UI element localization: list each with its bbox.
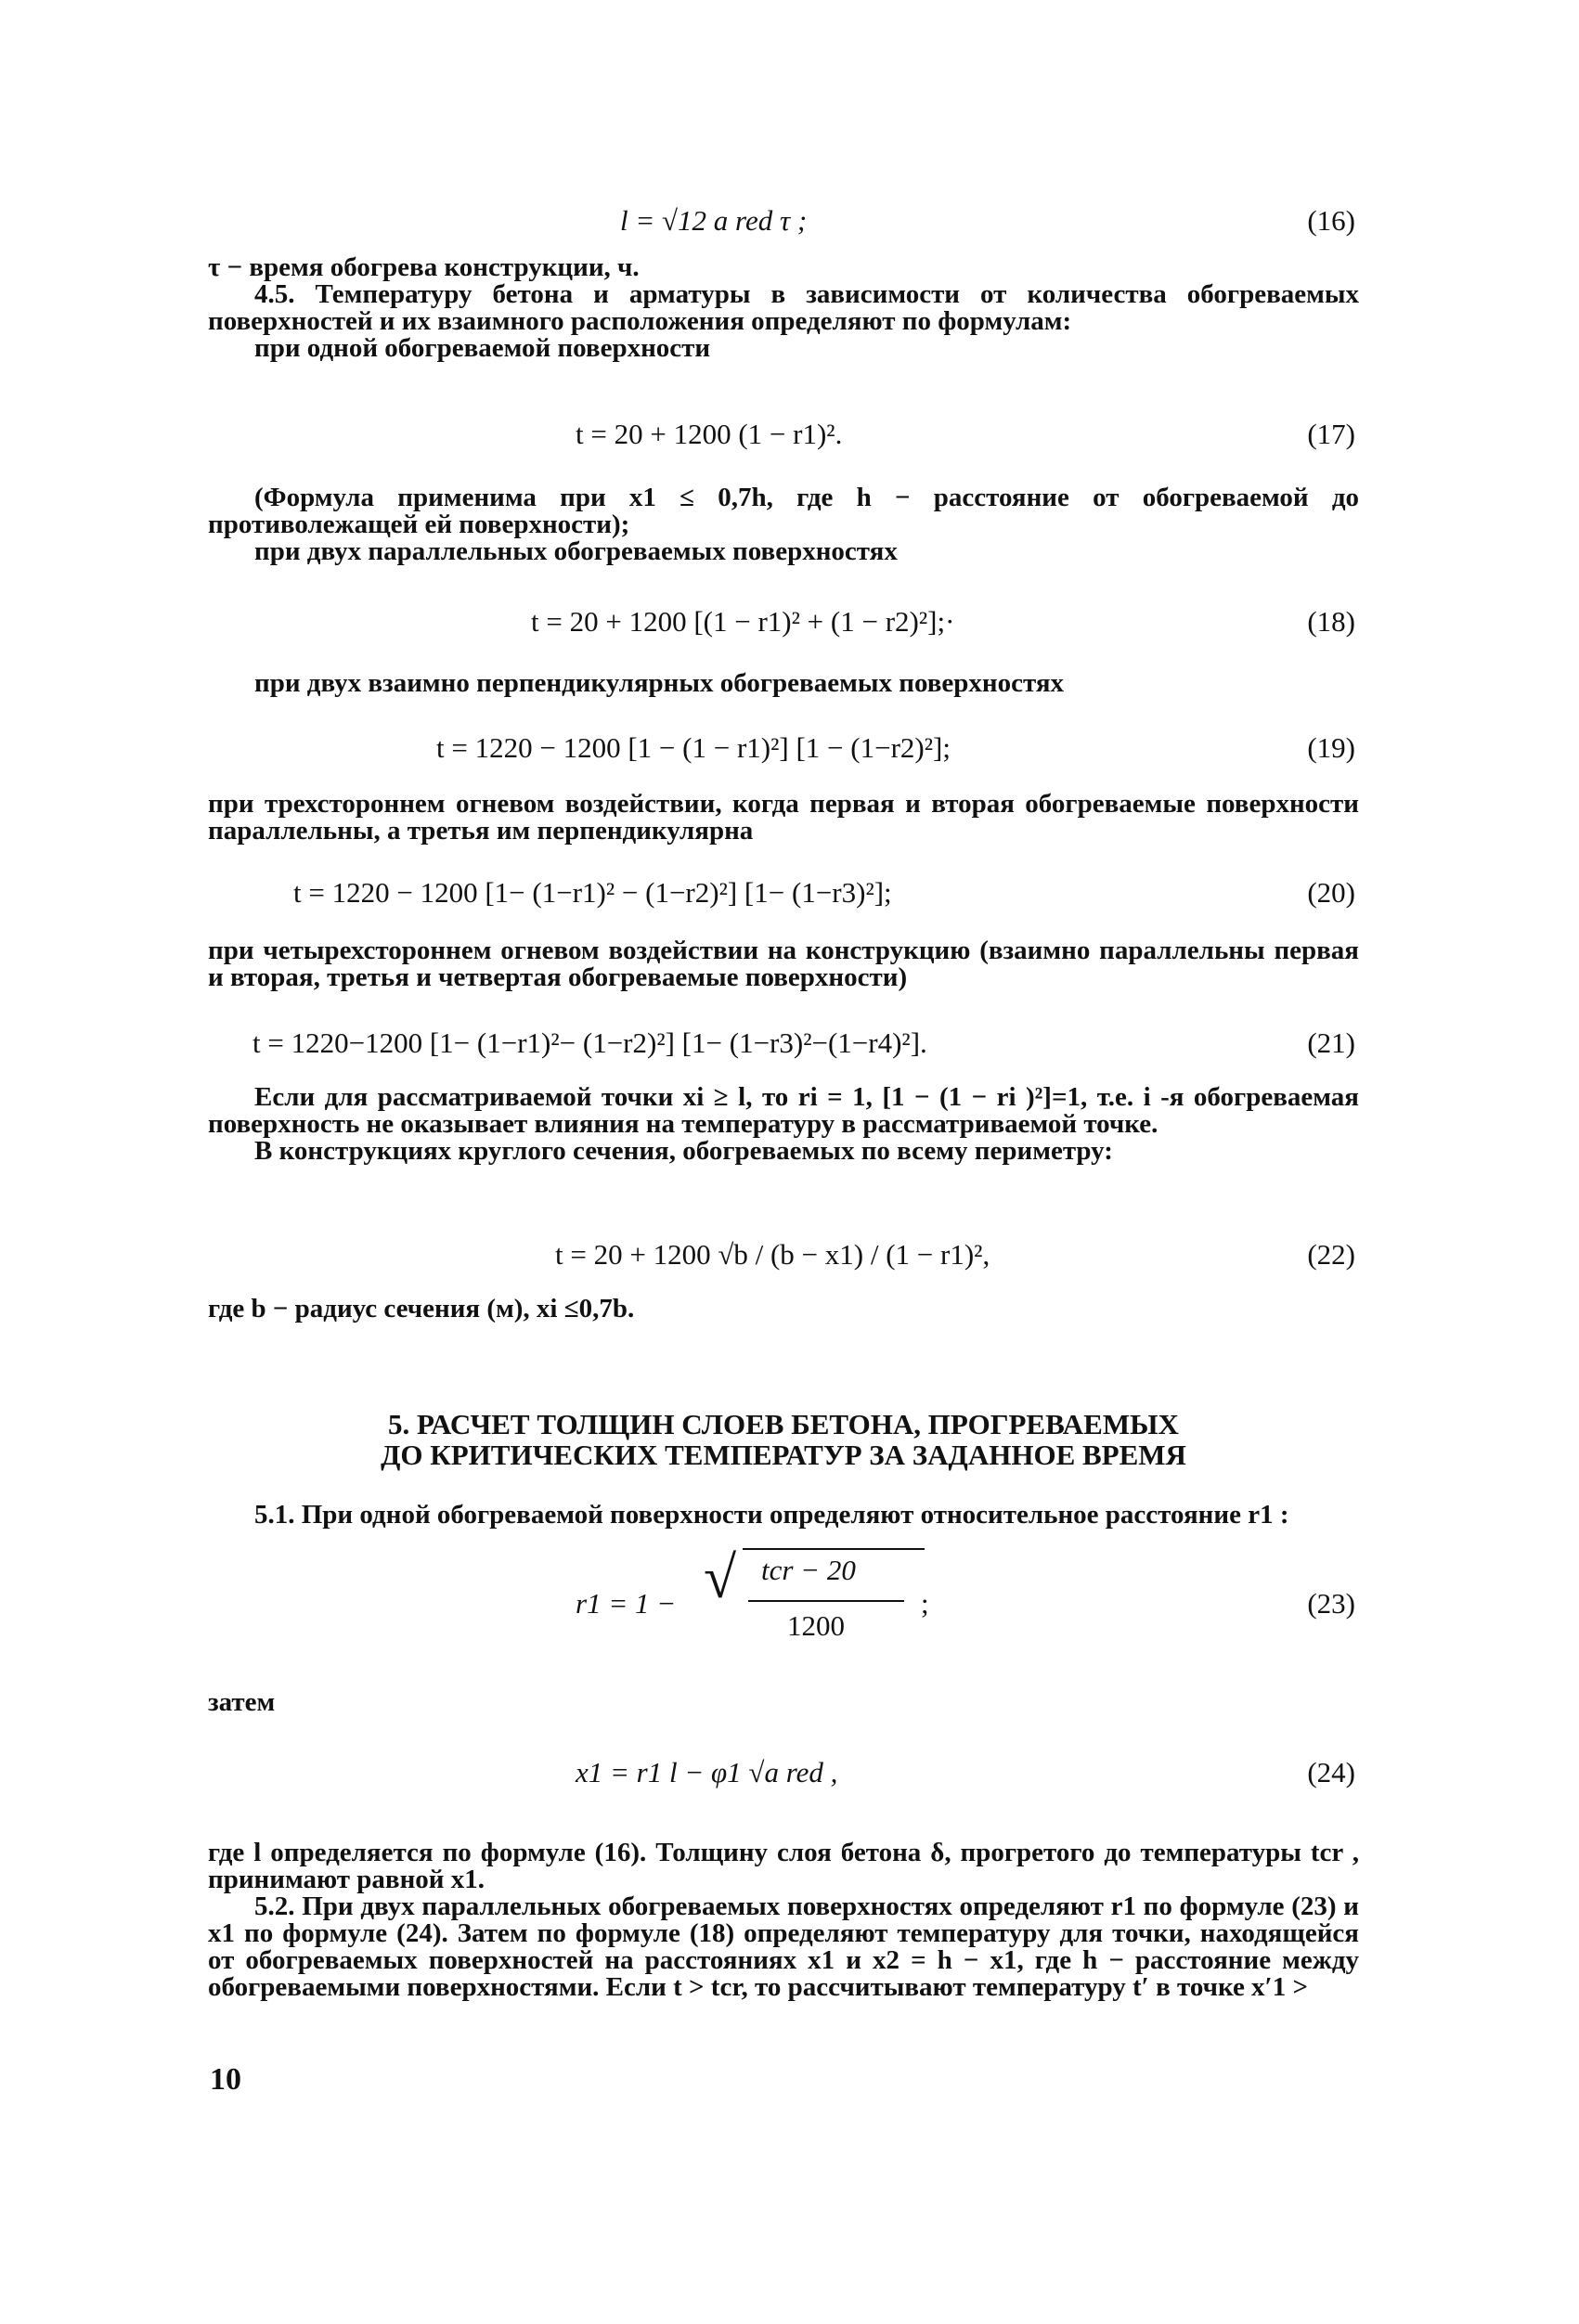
section-heading-line-2: ДО КРИТИЧЕСКИХ ТЕМПЕРАТУР ЗА ЗАДАННОЕ ВРЕМЯ [381, 1439, 1186, 1471]
formula-23-tail: ; [921, 1587, 929, 1620]
text-block-9 [208, 1689, 1359, 1716]
formula-21: t = 1220−1200 [1− (1−r1)²− (1−r2)²] [1− (1−r3)²−(1−r4)²]. [252, 1026, 927, 1059]
paragraph-where-l: где l определяется по формуле (16). Толщину слоя бетона δ, прогретого до температуры tcr , принимают равной x1. [208, 1838, 1359, 1894]
paragraph-4-5: 4.5. Температуру бетона и арматуры в зависимости от количества обогреваемых поверхностей и их взаимного расположения определяют по формулам: [208, 279, 1359, 336]
paragraph-then: затем [208, 1687, 276, 1717]
paragraph-two-perpendicular: при двух взаимно перпендикулярных обогреваемых поверхностях [254, 668, 1065, 698]
formula-23-radical-sign: √ [704, 1544, 737, 1610]
formula-16-number: (16) [1307, 204, 1355, 237]
formula-24-number: (24) [1307, 1756, 1355, 1788]
section-heading [208, 1409, 1359, 1470]
formula-24: x1 = r1 l − φ1 √a red , [576, 1756, 838, 1788]
formula-18-number: (18) [1307, 605, 1355, 638]
formula-23-number: (23) [1307, 1587, 1355, 1620]
formula-20: t = 1220 − 1200 [1− (1−r1)² − (1−r2)²] [1− (1−r3)²]; [293, 876, 892, 909]
text-block-6 [208, 1084, 1359, 1165]
text-block-2 [208, 484, 1359, 565]
formula-22-number: (22) [1307, 1238, 1355, 1271]
paragraph-round-section: В конструкциях круглого сечения, обогреваемых по всему периметру: [254, 1136, 1113, 1166]
formula-19-number: (19) [1307, 731, 1355, 764]
formula-23-lhs: r1 = 1 − [576, 1587, 677, 1620]
paragraph-four-side: при четырехстороннем огневом воздействии на конструкцию (взаимно параллельны первая и вторая, третья и четвертая обогреваемые поверхности) [208, 936, 1359, 992]
formula-18: t = 20 + 1200 [(1 − r1)² + (1 − r2)²];· [531, 605, 955, 638]
formula-22: t = 20 + 1200 √b / (b − x1) / (1 − r1)², [555, 1238, 990, 1271]
paragraph-tau: τ − время обогрева конструкции, ч. [208, 252, 640, 282]
paragraph-one-surface: при одной обогреваемой поверхности [254, 333, 711, 363]
formula-19: t = 1220 − 1200 [1 − (1 − r1)²] [1 − (1−r2)²]; [436, 731, 951, 764]
paragraph-5-1: 5.1. При одной обогреваемой поверхности определяют относительное расстояние r1 : [254, 1500, 1289, 1530]
page-number: 10 [210, 2062, 241, 2097]
text-block-3 [208, 670, 1359, 697]
text-block-10 [208, 1840, 1359, 2001]
paragraph-if-point: Если для рассматриваемой точки xi ≥ l, то ri = 1, [1 − (1 − ri )²]=1, т.е. i -я обогреваемая поверхность не оказывает влияния на температуру в рассматриваемой точке. [208, 1082, 1359, 1139]
formula-23-denominator: 1200 [787, 1609, 845, 1642]
formula-21-number: (21) [1307, 1026, 1355, 1059]
text-block-8 [208, 1502, 1359, 1529]
formula-16: l = √12 a red τ ; [620, 204, 808, 237]
formula-20-number: (20) [1307, 876, 1355, 909]
paragraph-three-side: при трехстороннем огневом воздействии, когда первая и вторая обогреваемые поверхности параллельны, а третья им перпендикулярна [208, 789, 1359, 846]
text-block-4 [208, 791, 1359, 845]
paragraph-5-2: 5.2. При двух параллельных обогреваемых поверхностях определяют r1 по формуле (23) и x1 по формуле (24). Затем по формуле (18) определяют температуру для точки, находящейся от обогреваемых поверхностей на расстояниях x1 и x2 = h − x1, где h − расстояние между обогреваемыми поверхностями. Если t > tcr, то рассчитывают температуру t′ в точке x′1 > [208, 1891, 1359, 2002]
paragraph-two-parallel: при двух параллельных обогреваемых поверхностях [254, 536, 898, 566]
text-block-5 [208, 937, 1359, 991]
formula-23-radical-bar [743, 1548, 925, 1550]
formula-23-numerator: tcr − 20 [761, 1554, 856, 1586]
formula-17-number: (17) [1307, 418, 1355, 450]
paragraph-formula-note: (Формула применима при x1 ≤ 0,7h, где h − расстояние от обогреваемой до противолежащей ей поверхности); [208, 483, 1359, 539]
paragraph-where-b: где b − радиус сечения (м), xi ≤0,7b. [208, 1294, 635, 1323]
formula-23-fraction-bar [748, 1600, 904, 1602]
section-heading-line-1: 5. РАСЧЕТ ТОЛЩИН СЛОЕВ БЕТОНА, ПРОГРЕВАЕМЫХ [388, 1408, 1179, 1440]
formula-17: t = 20 + 1200 (1 − r1)². [576, 418, 843, 450]
text-block-7 [208, 1296, 1359, 1323]
text-block-1 [208, 254, 1359, 362]
